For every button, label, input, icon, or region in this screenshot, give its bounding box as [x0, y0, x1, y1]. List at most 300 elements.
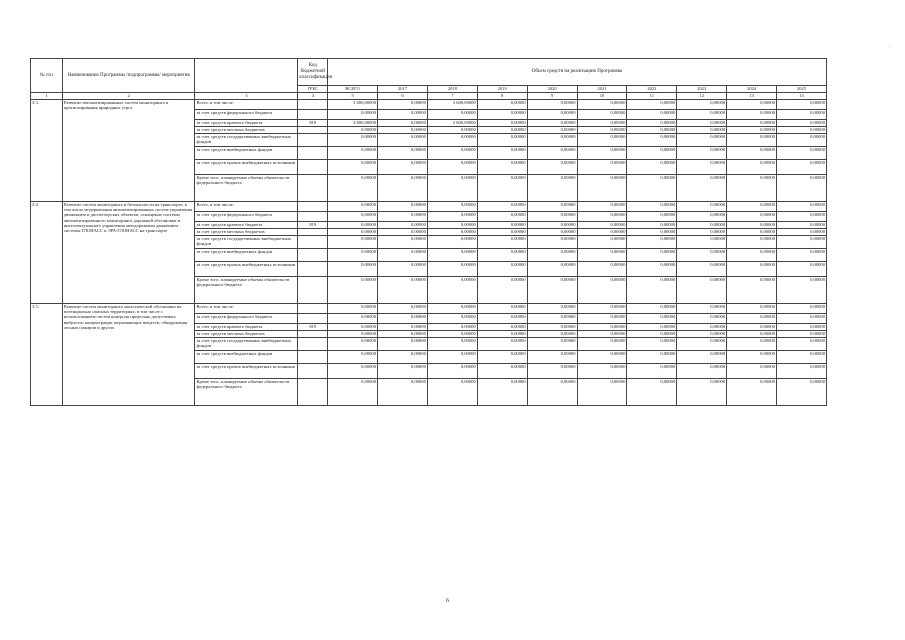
amount-cell: 0,00000	[627, 100, 677, 110]
amount-cell: 0,00000	[527, 331, 577, 338]
funding-source: за счет средств федерального бюджета	[195, 314, 298, 324]
amount-cell: 0,00000	[727, 249, 777, 262]
amount-cell: 0,00000	[727, 324, 777, 331]
amount-cell: 0,00000	[477, 351, 527, 364]
amount-cell: 0,00000	[677, 338, 727, 351]
amount-cell: 0,00000	[477, 212, 527, 222]
grbs-code	[298, 351, 328, 364]
amount-cell: 0,00000	[577, 229, 627, 236]
amount-cell: 0,00000	[378, 147, 428, 160]
amount-cell: 0,00000	[777, 249, 827, 262]
amount-cell: 0,00000	[577, 120, 627, 127]
funding-source: за счет средств федерального бюджета	[195, 110, 298, 120]
row-id: 3.5.	[31, 304, 63, 406]
amount-cell: 0,00000	[328, 249, 378, 262]
funding-source: Всего, в том числе:	[195, 202, 298, 212]
funding-source: Кроме того, планируемые объемы обязательств федерального бюджета	[195, 379, 298, 406]
amount-cell: 0,00000	[477, 277, 527, 304]
amount-cell: 0,00000	[328, 262, 378, 277]
amount-cell: 0,00000	[777, 110, 827, 120]
amount-cell: 0,00000	[378, 236, 428, 249]
row-id: 3.3.	[31, 100, 63, 202]
amount-cell: 0,00000	[427, 364, 477, 379]
amount-cell: 0,00000	[577, 222, 627, 229]
header-year: 2025	[777, 86, 827, 93]
amount-cell: 0,00000	[427, 314, 477, 324]
amount-cell: 0,00000	[727, 331, 777, 338]
amount-cell: 0,00000	[328, 277, 378, 304]
amount-cell: 0,00000	[378, 212, 428, 222]
header-year: 2022	[627, 86, 677, 93]
row-name: Развитие систем мониторинга и безопасности на транспорте, в том числе модернизация автоматизированных систем управления движением и диспетчерских объектов, оснащение системы автоматизированного мониторинга дорожной обстановки и интеллектуального управления автодорожным движением системы ГЛОНАСС и ЭРА-ГЛОНАСС на транспорте	[62, 202, 195, 304]
column-number: 10	[577, 93, 627, 100]
amount-cell: 0,00000	[677, 100, 727, 110]
header-funding: Объем средств на реализацию Программы	[328, 59, 827, 86]
amount-cell: 0,00000	[777, 331, 827, 338]
amount-cell: 0,00000	[527, 110, 577, 120]
amount-cell: 0,00000	[527, 175, 577, 202]
amount-cell: 0,00000	[378, 364, 428, 379]
amount-cell: 0,00000	[677, 379, 727, 406]
amount-cell: 0,00000	[477, 110, 527, 120]
amount-cell: 0,00000	[677, 304, 727, 314]
amount-cell: 0,00000	[677, 110, 727, 120]
funding-source: за счет средств внебюджетных фондов	[195, 147, 298, 160]
amount-cell: 0,00000	[378, 249, 428, 262]
amount-cell: 0,00000	[527, 202, 577, 212]
amount-cell: 0,00000	[727, 379, 777, 406]
amount-cell: 0,00000	[577, 100, 627, 110]
header-year: 2018	[427, 86, 477, 93]
amount-cell: 0,00000	[677, 212, 727, 222]
grbs-code	[298, 127, 328, 134]
amount-cell: 3 600,00000	[427, 100, 477, 110]
amount-cell: 0,00000	[627, 338, 677, 351]
amount-cell: 0,00000	[577, 379, 627, 406]
amount-cell: 0,00000	[527, 338, 577, 351]
amount-cell: 0,00000	[577, 212, 627, 222]
amount-cell: 0,00000	[477, 364, 527, 379]
header-year: 2019	[477, 86, 527, 93]
amount-cell: 0,00000	[328, 134, 378, 147]
column-number: 1	[31, 93, 63, 100]
amount-cell: 0,00000	[677, 277, 727, 304]
header-year: 2017	[378, 86, 428, 93]
amount-cell: 0,00000	[378, 277, 428, 304]
column-number: 4	[298, 93, 328, 100]
amount-cell: 0,00000	[427, 379, 477, 406]
amount-cell: 0,00000	[627, 120, 677, 127]
amount-cell: 0,00000	[577, 134, 627, 147]
amount-cell: 0,00000	[427, 277, 477, 304]
amount-cell: 0,00000	[677, 222, 727, 229]
funding-source: за счет средств местных бюджетов	[195, 331, 298, 338]
funding-table	[30, 58, 827, 406]
amount-cell: 0,00000	[378, 351, 428, 364]
funding-source: за счет средств краевого бюджета	[195, 324, 298, 331]
funding-source: за счет средств прочих внебюджетных источников	[195, 160, 298, 175]
amount-cell: 0,00000	[378, 304, 428, 314]
amount-cell: 0,00000	[427, 160, 477, 175]
grbs-code	[298, 160, 328, 175]
amount-cell: 0,00000	[577, 364, 627, 379]
amount-cell: 0,00000	[328, 314, 378, 324]
amount-cell: 0,00000	[527, 100, 577, 110]
amount-cell: 0,00000	[627, 212, 677, 222]
amount-cell: 0,00000	[477, 314, 527, 324]
column-number: 2	[62, 93, 195, 100]
column-number: 8	[477, 93, 527, 100]
amount-cell: 0,00000	[527, 249, 577, 262]
amount-cell: 0,00000	[727, 236, 777, 249]
amount-cell: 0,00000	[378, 160, 428, 175]
amount-cell: 0,00000	[427, 110, 477, 120]
amount-cell: 0,00000	[527, 222, 577, 229]
funding-source: за счет средств государственных внебюджетных фондов	[195, 236, 298, 249]
amount-cell: 0,00000	[477, 331, 527, 338]
header-code: Код бюджетной классификации	[298, 59, 328, 86]
amount-cell: 0,00000	[627, 222, 677, 229]
amount-cell: 0,00000	[328, 222, 378, 229]
amount-cell: 0,00000	[777, 100, 827, 110]
grbs-code	[298, 229, 328, 236]
amount-cell: 0,00000	[677, 249, 727, 262]
amount-cell: 0,00000	[427, 324, 477, 331]
table-row	[31, 202, 827, 212]
amount-cell: 0,00000	[577, 249, 627, 262]
table-row	[31, 304, 827, 314]
grbs-code	[298, 202, 328, 212]
amount-cell: 0,00000	[427, 338, 477, 351]
amount-cell: 0,00000	[577, 338, 627, 351]
amount-cell: 0,00000	[477, 262, 527, 277]
amount-cell: 0,00000	[627, 134, 677, 147]
amount-cell: 0,00000	[477, 202, 527, 212]
amount-cell: 0,00000	[328, 304, 378, 314]
amount-cell: 0,00000	[777, 262, 827, 277]
grbs-code	[298, 212, 328, 222]
amount-cell: 0,00000	[328, 160, 378, 175]
amount-cell: 0,00000	[527, 364, 577, 379]
amount-cell: 0,00000	[727, 202, 777, 212]
amount-cell: 0,00000	[527, 314, 577, 324]
amount-cell: 0,00000	[378, 110, 428, 120]
amount-cell: 0,00000	[427, 134, 477, 147]
funding-source: Кроме того, планируемые объемы обязательств федерального бюджета	[195, 175, 298, 202]
funding-source: за счет средств прочих внебюджетных источников	[195, 364, 298, 379]
margin-mark: ·	[889, 44, 891, 50]
grbs-code	[298, 175, 328, 202]
grbs-code	[298, 110, 328, 120]
amount-cell: 0,00000	[527, 147, 577, 160]
amount-cell: 0,00000	[627, 110, 677, 120]
grbs-code	[298, 147, 328, 160]
amount-cell: 0,00000	[477, 175, 527, 202]
amount-cell: 0,00000	[677, 147, 727, 160]
column-number: 11	[627, 93, 677, 100]
amount-cell: 0,00000	[627, 331, 677, 338]
amount-cell: 0,00000	[477, 229, 527, 236]
grbs-code: 819	[298, 222, 328, 229]
amount-cell: 0,00000	[477, 324, 527, 331]
amount-cell: 0,00000	[577, 236, 627, 249]
amount-cell: 0,00000	[677, 120, 727, 127]
amount-cell: 0,00000	[378, 100, 428, 110]
header-grbs: ГРБС	[298, 86, 328, 93]
amount-cell: 0,00000	[328, 351, 378, 364]
amount-cell: 0,00000	[727, 338, 777, 351]
funding-source: за счет средств местных бюджетов	[195, 127, 298, 134]
amount-cell: 0,00000	[777, 277, 827, 304]
amount-cell: 0,00000	[477, 338, 527, 351]
amount-cell: 0,00000	[777, 222, 827, 229]
amount-cell: 0,00000	[477, 304, 527, 314]
grbs-code	[298, 379, 328, 406]
funding-source: за счет средств прочих внебюджетных источников	[195, 262, 298, 277]
amount-cell: 0,00000	[378, 222, 428, 229]
amount-cell: 0,00000	[727, 160, 777, 175]
grbs-code	[298, 277, 328, 304]
amount-cell: 0,00000	[777, 351, 827, 364]
grbs-code	[298, 236, 328, 249]
column-number: 6	[378, 93, 428, 100]
amount-cell: 0,00000	[328, 110, 378, 120]
grbs-code	[298, 331, 328, 338]
amount-cell: 0,00000	[677, 331, 727, 338]
amount-cell: 0,00000	[627, 160, 677, 175]
amount-cell: 0,00000	[527, 134, 577, 147]
header-total: ВСЕГО	[328, 86, 378, 93]
column-number: 9	[527, 93, 577, 100]
amount-cell: 0,00000	[727, 175, 777, 202]
funding-source: за счет средств государственных внебюджетных фондов	[195, 134, 298, 147]
amount-cell: 0,00000	[727, 314, 777, 324]
amount-cell: 0,00000	[328, 324, 378, 331]
amount-cell: 0,00000	[627, 236, 677, 249]
amount-cell: 0,00000	[777, 134, 827, 147]
header-name: Наименование Программы /подпрограммы/ мероприятия	[62, 59, 195, 93]
amount-cell: 0,00000	[527, 351, 577, 364]
amount-cell: 0,00000	[378, 314, 428, 324]
amount-cell: 0,00000	[527, 379, 577, 406]
grbs-code	[298, 134, 328, 147]
amount-cell: 0,00000	[328, 338, 378, 351]
amount-cell: 0,00000	[577, 202, 627, 212]
amount-cell: 0,00000	[577, 127, 627, 134]
funding-source: Всего, в том числе:	[195, 100, 298, 110]
amount-cell: 0,00000	[328, 127, 378, 134]
amount-cell: 0,00000	[777, 202, 827, 212]
amount-cell: 0,00000	[427, 304, 477, 314]
row-name: Развитие систем мониторинга экологической обстановки на потенциально опасных территориях, в том числе с использованием систем контроля предельно допустимых выбросов, концентрации загрязняющих веществ, обнаружения лесных пожаров и других	[62, 304, 195, 406]
header-num: № п/п	[31, 59, 63, 93]
amount-cell: 0,00000	[627, 314, 677, 324]
amount-cell: 0,00000	[527, 229, 577, 236]
amount-cell: 0,00000	[378, 120, 428, 127]
amount-cell: 0,00000	[427, 262, 477, 277]
amount-cell: 0,00000	[627, 277, 677, 304]
grbs-code	[298, 304, 328, 314]
amount-cell: 3 600,00000	[328, 100, 378, 110]
grbs-code	[298, 314, 328, 324]
header-year: 2024	[727, 86, 777, 93]
amount-cell: 0,00000	[727, 110, 777, 120]
amount-cell: 0,00000	[677, 364, 727, 379]
amount-cell: 0,00000	[777, 379, 827, 406]
funding-source: Всего, в том числе:	[195, 304, 298, 314]
amount-cell: 0,00000	[627, 304, 677, 314]
amount-cell: 0,00000	[577, 147, 627, 160]
amount-cell: 0,00000	[777, 127, 827, 134]
amount-cell: 0,00000	[328, 379, 378, 406]
amount-cell: 0,00000	[378, 202, 428, 212]
amount-cell: 0,00000	[427, 229, 477, 236]
funding-source: за счет средств местных бюджетов	[195, 229, 298, 236]
amount-cell: 0,00000	[727, 134, 777, 147]
column-number: 7	[427, 93, 477, 100]
amount-cell: 0,00000	[777, 236, 827, 249]
amount-cell: 0,00000	[427, 147, 477, 160]
grbs-code	[298, 262, 328, 277]
column-number: 13	[727, 93, 777, 100]
amount-cell: 0,00000	[477, 236, 527, 249]
amount-cell: 0,00000	[477, 134, 527, 147]
amount-cell: 0,00000	[577, 262, 627, 277]
amount-cell: 0,00000	[627, 229, 677, 236]
amount-cell: 0,00000	[527, 262, 577, 277]
amount-cell: 0,00000	[527, 304, 577, 314]
amount-cell: 0,00000	[627, 202, 677, 212]
amount-cell: 0,00000	[677, 351, 727, 364]
amount-cell: 0,00000	[677, 134, 727, 147]
header-blank	[195, 59, 298, 93]
amount-cell: 0,00000	[677, 175, 727, 202]
amount-cell: 0,00000	[727, 304, 777, 314]
amount-cell: 0,00000	[527, 236, 577, 249]
amount-cell: 0,00000	[527, 212, 577, 222]
amount-cell: 0,00000	[577, 351, 627, 364]
amount-cell: 0,00000	[477, 249, 527, 262]
amount-cell: 0,00000	[477, 147, 527, 160]
page-number: 6	[446, 598, 449, 604]
row-id: 3.4.	[31, 202, 63, 304]
grbs-code: 819	[298, 120, 328, 127]
amount-cell: 3 600,00000	[328, 120, 378, 127]
amount-cell: 0,00000	[727, 147, 777, 160]
amount-cell: 0,00000	[328, 331, 378, 338]
amount-cell: 0,00000	[427, 127, 477, 134]
amount-cell: 0,00000	[627, 324, 677, 331]
column-number: 12	[677, 93, 727, 100]
amount-cell: 0,00000	[527, 324, 577, 331]
amount-cell: 0,00000	[727, 212, 777, 222]
grbs-code	[298, 100, 328, 110]
column-number: 5	[328, 93, 378, 100]
funding-source: за счет средств краевого бюджета	[195, 120, 298, 127]
amount-cell: 0,00000	[627, 262, 677, 277]
grbs-code: 819	[298, 324, 328, 331]
amount-cell: 0,00000	[677, 202, 727, 212]
amount-cell: 0,00000	[378, 331, 428, 338]
amount-cell: 0,00000	[527, 160, 577, 175]
amount-cell: 0,00000	[378, 127, 428, 134]
amount-cell: 3 600,00000	[427, 120, 477, 127]
amount-cell: 0,00000	[378, 229, 428, 236]
amount-cell: 0,00000	[727, 351, 777, 364]
row-name: Развитие автоматизированных систем мониторинга и прогнозирования природных угроз	[62, 100, 195, 202]
amount-cell: 0,00000	[328, 202, 378, 212]
amount-cell: 0,00000	[378, 175, 428, 202]
amount-cell: 0,00000	[427, 222, 477, 229]
amount-cell: 0,00000	[378, 338, 428, 351]
amount-cell: 0,00000	[477, 379, 527, 406]
amount-cell: 0,00000	[577, 331, 627, 338]
amount-cell: 0,00000	[777, 212, 827, 222]
amount-cell: 0,00000	[378, 379, 428, 406]
amount-cell: 0,00000	[577, 175, 627, 202]
amount-cell: 0,00000	[777, 229, 827, 236]
amount-cell: 0,00000	[777, 338, 827, 351]
amount-cell: 0,00000	[427, 236, 477, 249]
amount-cell: 0,00000	[627, 147, 677, 160]
header-year: 2023	[677, 86, 727, 93]
amount-cell: 0,00000	[677, 324, 727, 331]
amount-cell: 0,00000	[677, 160, 727, 175]
amount-cell: 0,00000	[677, 236, 727, 249]
amount-cell: 0,00000	[677, 262, 727, 277]
amount-cell: 0,00000	[627, 364, 677, 379]
amount-cell: 0,00000	[427, 202, 477, 212]
table-row	[31, 100, 827, 110]
amount-cell: 0,00000	[427, 351, 477, 364]
header-year: 2020	[527, 86, 577, 93]
amount-cell: 0,00000	[727, 277, 777, 304]
amount-cell: 0,00000	[577, 110, 627, 120]
header-year: 2021	[577, 86, 627, 93]
amount-cell: 0,00000	[727, 222, 777, 229]
amount-cell: 0,00000	[477, 127, 527, 134]
amount-cell: 0,00000	[527, 127, 577, 134]
amount-cell: 0,00000	[777, 160, 827, 175]
amount-cell: 0,00000	[477, 100, 527, 110]
amount-cell: 0,00000	[627, 127, 677, 134]
amount-cell: 0,00000	[527, 120, 577, 127]
amount-cell: 0,00000	[328, 175, 378, 202]
amount-cell: 0,00000	[727, 127, 777, 134]
amount-cell: 0,00000	[677, 229, 727, 236]
amount-cell: 0,00000	[577, 304, 627, 314]
amount-cell: 0,00000	[577, 324, 627, 331]
column-number: 3	[195, 93, 298, 100]
amount-cell: 0,00000	[777, 147, 827, 160]
amount-cell: 0,00000	[627, 175, 677, 202]
funding-source: за счет средств внебюджетных фондов	[195, 249, 298, 262]
amount-cell: 0,00000	[328, 212, 378, 222]
amount-cell: 0,00000	[427, 175, 477, 202]
amount-cell: 0,00000	[328, 364, 378, 379]
amount-cell: 0,00000	[328, 236, 378, 249]
column-number: 14	[777, 93, 827, 100]
amount-cell: 0,00000	[777, 314, 827, 324]
amount-cell: 0,00000	[627, 249, 677, 262]
amount-cell: 0,00000	[727, 120, 777, 127]
amount-cell: 0,00000	[477, 120, 527, 127]
amount-cell: 0,00000	[427, 331, 477, 338]
amount-cell: 0,00000	[378, 324, 428, 331]
amount-cell: 0,00000	[378, 134, 428, 147]
amount-cell: 0,00000	[777, 120, 827, 127]
funding-source: за счет средств государственных внебюджетных фондов	[195, 338, 298, 351]
